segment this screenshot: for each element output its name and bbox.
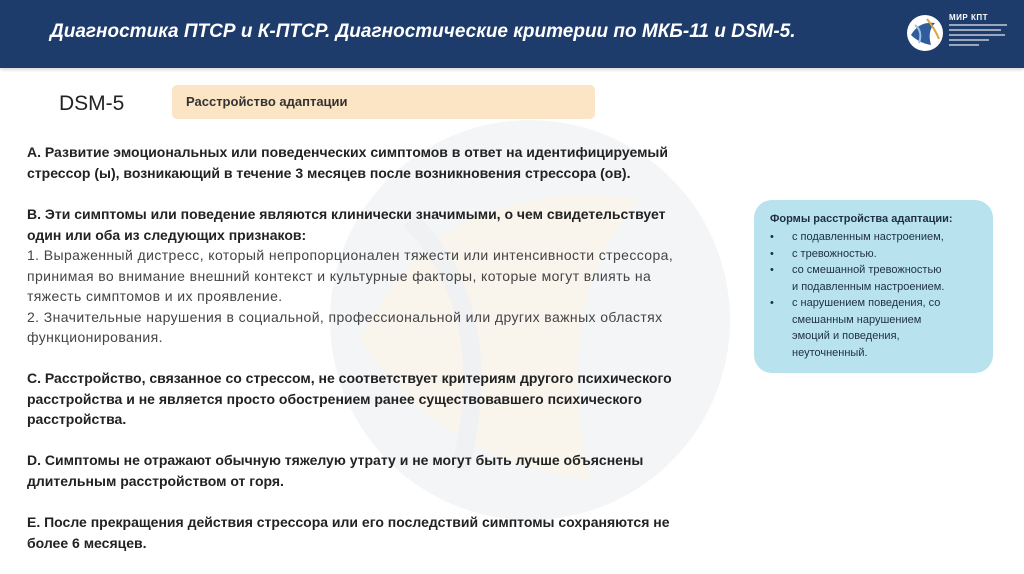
list-item-line: неуточненный. xyxy=(792,346,868,359)
list-item-line: и подавленным настроением. xyxy=(792,280,945,293)
header-bar xyxy=(0,0,1024,68)
list-item xyxy=(768,229,983,246)
criterion-b1-line-2: принимая во внимание внешний контекст и культурные факторы, которые могут влиять на xyxy=(27,267,652,284)
list-item xyxy=(768,262,983,295)
list-item-line: смешанным нарушением xyxy=(792,313,922,326)
list-item-line: со смешанной тревожностью xyxy=(792,264,942,276)
list-item-line: эмоций и поведения, xyxy=(792,330,900,342)
section-title: Расстройство адаптации xyxy=(186,94,348,109)
list-item-line: с нарушением поведения, со xyxy=(792,297,941,309)
criterion-a xyxy=(27,142,727,183)
criterion-c xyxy=(27,368,727,430)
criterion-b1-line-1: 1. Выраженный дистресс, который непропорционален тяжести или интенсивности стрессора, xyxy=(27,247,674,263)
criterion-a-line-2: стрессор (ы), возникающий в течение 3 месяцев после возникновения стрессора (ов). xyxy=(27,164,631,181)
list-item xyxy=(768,246,983,263)
criterion-c-line-3: расстройства. xyxy=(27,411,127,427)
criterion-d xyxy=(27,450,727,491)
list-item xyxy=(768,295,983,361)
dsm-label: DSM-5 xyxy=(59,92,125,115)
criterion-b xyxy=(27,204,727,348)
logo xyxy=(905,10,1015,58)
criterion-e-line-2: более 6 месяцев. xyxy=(27,534,147,551)
criterion-d-line-1: D. Симптомы не отражают обычную тяжелую утрату и не могут быть лучше объяснены xyxy=(27,452,644,468)
criterion-b-line-2: один или оба из следующих признаков: xyxy=(27,226,307,243)
criterion-e xyxy=(27,512,727,553)
logo-globe-icon xyxy=(905,13,945,53)
criterion-b2-line-1: 2. Значительные нарушения в социальной, профессиональной или других важных областях xyxy=(27,308,663,325)
criterion-c-line-2: расстройства и не является просто обострением ранее существовавшего психического xyxy=(27,390,642,407)
criterion-b1-line-3: тяжесть симптомов и их проявление. xyxy=(27,288,283,304)
bullet-icon: • xyxy=(770,264,774,276)
bullet-icon: • xyxy=(770,231,774,243)
logo-subtitle-decoration xyxy=(949,24,1009,49)
criterion-b-line-1: В. Эти симптомы или поведение являются клинически значимыми, о чем свидетельствует xyxy=(27,206,666,222)
forms-list xyxy=(768,229,983,361)
section-title-box xyxy=(172,85,595,119)
list-item-line: с тревожностью. xyxy=(792,247,877,260)
logo-text: МИР КПТ xyxy=(949,13,988,22)
bullet-icon: • xyxy=(770,247,774,260)
forms-title: Формы расстройства адаптации: xyxy=(770,213,953,225)
criterion-a-line-1: А. Развитие эмоциональных или поведенческих симптомов в ответ на идентифицируемый xyxy=(27,144,668,160)
criterion-d-line-2: длительным расстройством от горя. xyxy=(27,472,284,489)
criterion-b2-line-2: функционирования. xyxy=(27,329,163,345)
bullet-icon: • xyxy=(770,297,774,309)
criterion-e-line-1: Е. После прекращения действия стрессора или его последствий симптомы сохраняются не xyxy=(27,514,670,530)
criterion-c-line-1: С. Расстройство, связанное со стрессом, не соответствует критериям другого психического xyxy=(27,370,672,386)
list-item-line: с подавленным настроением, xyxy=(792,231,944,243)
adaptation-forms-box xyxy=(754,200,993,373)
page-title: Диагностика ПТСР и К-ПТСР. Диагностические критерии по МКБ-11 и DSM-5. xyxy=(50,21,796,42)
